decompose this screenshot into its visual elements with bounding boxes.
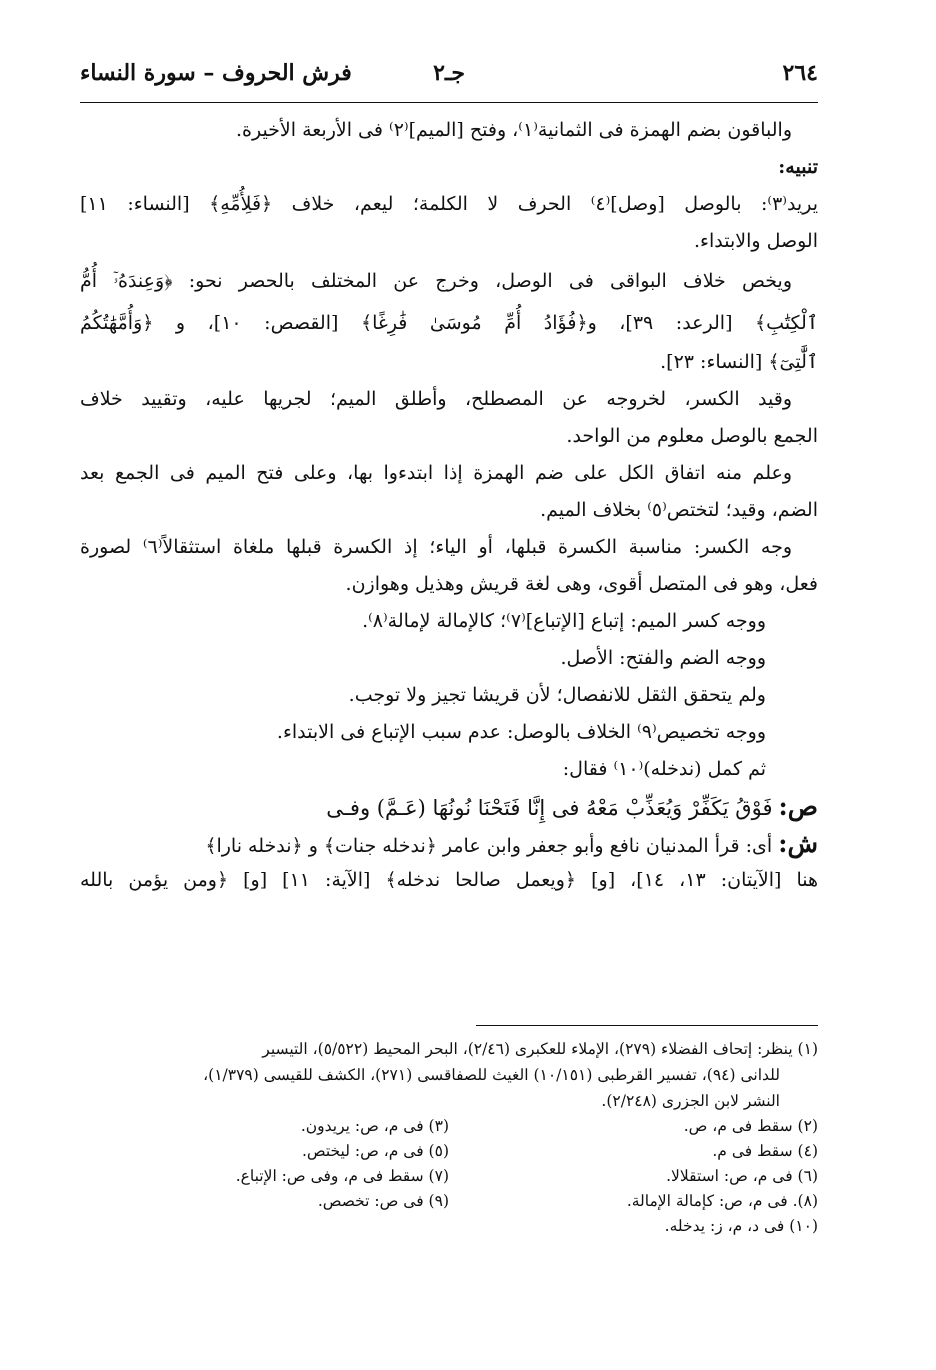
text-line: ثم كمل (ندخله)⁽١٠⁾ فقال: [562, 758, 766, 780]
verse-mark: ص: [778, 792, 818, 821]
running-header [80, 60, 818, 100]
commentary-text: أى: قرأ المدنيان نافع وأبو جعفر وابن عامر ﴿ندخله جنات﴾ و ﴿ندخله نارا﴾ [205, 835, 773, 857]
chapter-title: فرش الحروف – سورة النساء [80, 60, 352, 86]
text-line: وقيد الكسر، لخروجه عن المصطلح، وأطلق الميم؛ لجريها عليه، وتقييد خلاف [80, 388, 792, 410]
verse-text: فَوْقُ يَكَفِّرْ وَيُعَذِّبْ مَعْهُ فى إِنَّا فَتَحْنَا نُونُهَا (عَـمَّ) وفـى [326, 796, 773, 820]
footnote-divider [476, 1025, 818, 1026]
footnote-2: (٢) سقط فى م، ص. [683, 1117, 818, 1135]
text-line: ٱلْكِتَٰبِ﴾ [الرعد: ٣٩]، و﴿فُؤَادُ أُمِّ مُوسَىٰ فَٰرِغًا﴾ [القصص: ١٠]، و ﴿وَأُمَّهَٰتُكُمُ [80, 312, 818, 334]
footnote-6: (٦) فى م، ص: استقلالا. [666, 1167, 818, 1185]
footnote-7: (٧) سقط فى م، وفى ص: الإتباع. [235, 1167, 449, 1185]
text-line: الضم، وقيد؛ لتختص⁽٥⁾ بخلاف الميم. [540, 499, 818, 521]
text-line: ووجه كسر الميم: إتباع [الإتباع]⁽٧⁾؛ كالإمالة لإمالة⁽٨⁾. [362, 610, 766, 632]
footnote-5: (٥) فى م، ص: ليختص. [301, 1142, 449, 1160]
text-line: هنا [الآيتان: ١٣، ١٤]، [و] ﴿ويعمل صالحا ندخله﴾ [الآية: ١١] [و] ﴿ومن يؤمن بالله [80, 869, 818, 891]
text-line: الجمع بالوصل معلوم من الواحد. [566, 425, 818, 447]
footnote-10: (١٠) فى د، م، ز: يدخله. [664, 1217, 818, 1235]
commentary-mark: ش: [778, 829, 818, 858]
volume-label: جـ٢ [433, 60, 465, 86]
text-line: ووجه تخصيص⁽٩⁾ الخلاف بالوصل: عدم سبب الإتباع فى الابتداء. [276, 721, 766, 743]
footnote-1-line: للدانى (٩٤)، تفسير القرطبى (١٠/١٥١) الغيث للصفاقسى (٢٧١)، الكشف للقيسى (١/٣٧٩)، [203, 1066, 780, 1084]
text-line: يريد⁽٣⁾: بالوصل [وصل]⁽٤⁾ الحرف لا الكلمة؛ ليعم، خلاف ﴿فَلِأُمِّهِ﴾ [النساء: ١١] [80, 193, 818, 215]
text-line: والباقون بضم الهمزة فى الثمانية⁽١⁾، وفتح [الميم]⁽٢⁾ فى الأربعة الأخيرة. [235, 119, 792, 141]
commentary-line [80, 825, 818, 862]
text-line: وعلم منه اتفاق الكل على ضم الهمزة إذا ابتدءوا بها، وعلى فتح الميم فى الجمع بعد [80, 462, 792, 484]
footnote-row [80, 1164, 818, 1189]
footnote-3: (٣) فى م، ص: يريدون. [300, 1117, 449, 1135]
footnote-row [80, 1139, 818, 1164]
main-text [80, 112, 818, 899]
footnote-9: (٩) فى ص: تخصص. [317, 1192, 449, 1210]
footnote-4: (٤) سقط فى م. [712, 1142, 818, 1160]
section-heading: تنبيه: [778, 156, 818, 178]
footnote-row [80, 1189, 818, 1214]
page-number: ٢٦٤ [782, 60, 818, 86]
text-line: ٱلَّٰتِىٓ﴾ [النساء: ٢٣]. [660, 351, 818, 373]
footnotes [80, 1036, 818, 1239]
verse-line [80, 788, 818, 825]
text-line: وجه الكسر: مناسبة الكسرة قبلها، أو الياء؛ إذ الكسرة قبلها ملغاة استثقالاً⁽٦⁾ لصورة [80, 536, 792, 558]
footnote-8: (٨). فى م، ص: كإمالة الإمالة. [626, 1192, 818, 1210]
text-line: ويخص خلاف البواقى فى الوصل، وخرج عن المختلف بالحصر نحو: ﴿وَعِندَهُۥٓ أُمُّ [80, 270, 792, 292]
text-line: ووجه الضم والفتح: الأصل. [560, 647, 766, 669]
text-line: الوصل والابتداء. [694, 230, 818, 252]
text-line: فعل، وهو فى المتصل أقوى، وهى لغة قريش وهذيل وهوازن. [345, 573, 818, 595]
footnote-1-line: (١) ينظر: إتحاف الفضلاء (٢٧٩)، الإملاء للعكبرى (٢/٤٦)، البحر المحيط (٥/٥٢٢)، التيسير [262, 1040, 818, 1058]
footnote-1-line: النشر لابن الجزرى (٢/٢٤٨). [601, 1092, 780, 1110]
footnote-empty [80, 1214, 449, 1239]
text-line: ولم يتحقق الثقل للانفصال؛ لأن قريشا تجيز ولا توجب. [348, 684, 766, 706]
footnote-row [80, 1114, 818, 1139]
header-divider [80, 102, 818, 103]
footnote-row [80, 1214, 818, 1239]
